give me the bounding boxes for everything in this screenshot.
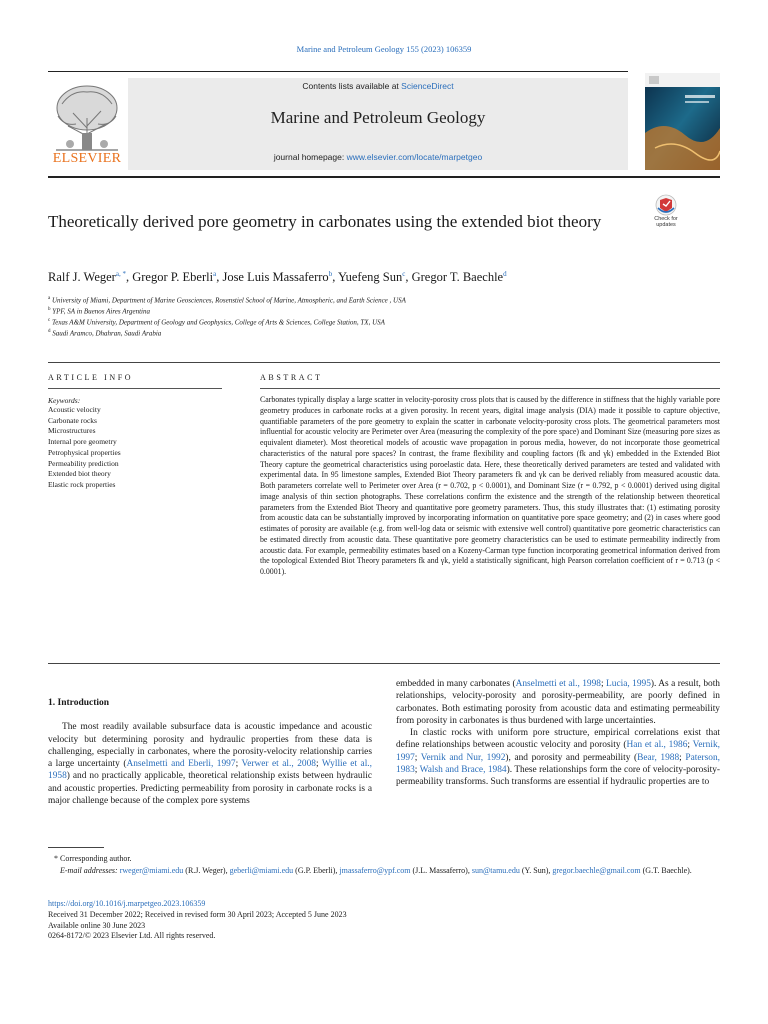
author-name[interactable]: Yuefeng Sun xyxy=(337,270,403,285)
body-column-left xyxy=(48,697,372,807)
author-affiliation-marker[interactable]: d xyxy=(503,270,507,278)
masthead-rule xyxy=(48,176,720,178)
author-separator: , xyxy=(216,270,223,285)
citation-link[interactable]: Walsh and Brace, 1984 xyxy=(419,765,507,776)
journal-reference[interactable]: Marine and Petroleum Geology 155 (2023) 106359 xyxy=(296,44,472,54)
copyright: 0264-8172/© 2023 Elsevier Ltd. All rights reserved. xyxy=(48,931,216,941)
article-title: Theoretically derived pore geometry in carbonates using the extended biot theory xyxy=(48,212,602,231)
citation-link[interactable]: Vernik, 1997 xyxy=(396,740,720,763)
author-name[interactable]: Gregor T. Baechle xyxy=(411,270,504,285)
author-affiliation-marker[interactable]: c xyxy=(402,270,406,278)
author-affiliation-marker[interactable]: a xyxy=(213,270,217,278)
affiliation-b: $^b$ YPF, SA in Buenos Aires Argentina xyxy=(48,307,150,316)
homepage-link[interactable]: www.elsevier.com/locate/marpetgeo xyxy=(346,152,483,162)
affiliation-a: $^a$ University of Miami, Department of Marine Geosciences, Rosenstiel School of Marine, Atmospheric, and Earth Science , USA xyxy=(48,296,406,305)
contents-line: Contents lists available at ScienceDirect xyxy=(302,81,454,91)
email-addresses: E-mail addresses: rweger@miami.edu (R.J. Weger), geberli@miami.edu (G.P. Eberli), jmassaferro@ypf.com (J.L. Massaferro), sun@tamu.edu (Y. Sun), gregor.baechle@gmail.com (G.T. Baechle). xyxy=(60,866,692,875)
received-dates: Received 31 December 2022; Received in revised form 30 April 2023; Accepted 5 June 2023 xyxy=(48,909,347,919)
author-name[interactable]: Ralf J. Weger xyxy=(48,270,116,285)
citation-link[interactable]: Paterson, 1983 xyxy=(396,752,720,776)
citation-link[interactable]: Verwer et al., 2008 xyxy=(241,759,316,770)
sciencedirect-link[interactable]: ScienceDirect xyxy=(401,81,454,91)
homepage-line: journal homepage: www.elsevier.com/locate/marpetgeo xyxy=(273,152,483,162)
email-link[interactable]: sun@tamu.edu xyxy=(471,866,520,875)
affiliation-d: $^d$ Saudi Aramco, Dhahran, Saudi Arabia xyxy=(48,329,162,338)
introduction-heading: 1. Introduction xyxy=(48,698,110,708)
journal-title: Marine and Petroleum Geology xyxy=(270,108,486,127)
keyword: Permeability prediction xyxy=(48,458,119,468)
author-separator: , xyxy=(332,270,338,285)
citation-link[interactable]: Vernik and Nur, 1992 xyxy=(420,752,506,763)
citation-link[interactable]: Han et al., 1986 xyxy=(626,740,688,751)
citation-link[interactable]: Bear, 1988 xyxy=(637,752,680,763)
author-affiliation-marker[interactable]: b xyxy=(328,270,333,278)
author-separator: , xyxy=(125,270,133,285)
author-name[interactable]: Gregor P. Eberli xyxy=(132,270,214,285)
keywords-label: Keywords: xyxy=(48,396,81,405)
email-link[interactable]: gregor.baechle@gmail.com xyxy=(552,866,641,875)
check-updates-label: Check for updates xyxy=(654,216,678,228)
intro-paragraph-2: In clastic rocks with uniform pore structure, empirical correlations exist that define relationships between acoustic velocity and porosity (Han et al., 1986; Vernik, 1997; Vernik and Nur, 1992), and porosity and permeability (Bear, 1988; Paterson, 1983; Walsh and Brace, 1984). These relationships form the core of velocity-porosity-permeability transforms. Such transforms are essential if hydraulic properties are to xyxy=(396,728,721,788)
corresponding-author-note: * Corresponding author. xyxy=(54,854,132,863)
check-for-updates-badge[interactable] xyxy=(644,194,688,240)
intro-paragraph-1-continued: embedded in many carbonates (Anselmetti et al., 1998; Lucia, 1995). As a result, both relationships, velocity-porosity and porosity-permeability, are poorly defined in carbonates. Both estimating porosity from acoustic data and estimating permeability from porosity in carbonates is thus burdened with large uncertainties. xyxy=(396,679,720,726)
citation-link[interactable]: Anselmetti and Eberli, 1997 xyxy=(126,759,236,770)
keyword: Carbonate rocks xyxy=(48,415,97,425)
affiliation-c: $^c$ Texas A&M University, Department of Geology and Geophysics, College of Arts & Sciences, College Station, TX, USA xyxy=(48,318,385,327)
body-column-right xyxy=(396,678,720,789)
check-updates-icon xyxy=(644,194,688,216)
header-rule xyxy=(48,71,628,72)
citation-link[interactable]: Anselmetti et al., 1998 xyxy=(515,679,601,689)
author-separator: , xyxy=(405,270,412,285)
citation-link[interactable]: Lucia, 1995 xyxy=(606,679,651,689)
abstract-text: Carbonates typically display a large scatter in velocity-porosity cross plots that is caused by the difference in stiffness that the highly variable pore geometry produces in carbonate rocks at a given porosity. In recent years, digital image analysis (DIA) made it possible to capture objective, quantifiable parameters of the pore geometry to explain the scatter in carbonate velocity-porosity cross plots. The geometrical parameters most influential for acoustic velocity are Perimeter over Area (measuring the complexity of the pore space) and Dominant Size (measuring pore sizes as equivalent diameter). Most theoretical models of acoustic wave propagation in porous media, however, do not incorporate those geometrical characteristics of the natural pore spaces? In contrast, the frame flexibility and coupling factors (fk and γk) embedded in the Extended Biot Theory capture the geometrical characteristics using poroelastic data. Here, these theoretically derived parameters are tested and validated with experimental data. In 95 limestone samples, Extended Biot Theory parameters fk and γk can be derived reliably from measured acoustic data. Both parameters correlate well to Perimeter over Area (r = 0.702, p < 0.0001), and Dominant Size (r = 0.792, p < 0.0001) derived using digital image analysis of thin section photographs. These correlations confirm the existence and the strength of the relationship between theoretical parameters from the Extended Biot Theory and quantitative pore geometry parameters. Thus, this study illustrates that: (1) estimating porosity from acoustic data can be substantially improved by incorporating information on quantitative pore space geometry; and (2) in cases where good estimates of porosity are available (e.g. from well-log data or seismic with extensive well control) quantitative pore geometric characteristics can be estimated directly from acoustic data. These quantitative pore geometry characteristics can be used to estimate permeability indirectly from acoustic data. For example, permeability estimates based on a Kozeny-Carman type function incorporating geometrical information derived from the topological Extended Biot Theory parameters fk and γk, yield a statistically significant, high Pearson correlation coefficient of r = 0.713 (p < 0.0001). xyxy=(260,395,720,576)
section-rule xyxy=(48,362,720,363)
author-name[interactable]: Jose Luis Massaferro xyxy=(222,270,329,285)
keyword: Extended biot theory xyxy=(48,469,111,479)
abstract-heading: ABSTRACT xyxy=(260,373,323,382)
journal-banner xyxy=(128,78,628,170)
doi-link[interactable]: https://doi.org/10.1016/j.marpetgeo.2023.106359 xyxy=(48,899,206,908)
intro-paragraph-1: The most readily available subsurface data is acoustic impedance and acoustic velocity but determining porosity and hydraulic properties from these data is challenging, especially in carbonates, where the porosity-velocity relationship carries a large uncertainty (Anselmetti and Eberli, 1997; Verwer et al., 2008; Wyllie et al., 1958) and no practically applicable, theoretical relationship exists between hydraulic and acoustic properties. Predicting permeability from porosity in carbonate rocks is a major challenge because of the complex pore systems xyxy=(48,722,372,807)
keyword: Microstructures xyxy=(48,426,96,436)
email-link[interactable]: rweger@miami.edu xyxy=(119,866,184,875)
keyword: Internal pore geometry xyxy=(48,437,117,447)
footnotes xyxy=(48,853,720,877)
keyword: Petrophysical properties xyxy=(48,447,121,457)
author-affiliation-marker[interactable]: a, * xyxy=(115,270,126,278)
keywords-list xyxy=(48,405,228,491)
citation-link[interactable]: Wyllie et al., 1958 xyxy=(48,759,372,782)
article-info-rule xyxy=(48,388,222,389)
footnote-rule xyxy=(48,847,104,848)
keyword: Elastic rock properties xyxy=(48,479,116,489)
elsevier-wordmark: ELSEVIER xyxy=(52,151,122,166)
email-link[interactable]: jmassaferro@ypf.com xyxy=(339,866,411,875)
body-rule xyxy=(48,663,720,664)
keyword: Acoustic velocity xyxy=(48,405,101,414)
email-link[interactable]: geberli@miami.edu xyxy=(229,866,294,875)
abstract-rule xyxy=(260,388,720,389)
available-online: Available online 30 June 2023 xyxy=(48,920,146,930)
journal-cover-image[interactable] xyxy=(645,73,720,170)
article-info-heading: ARTICLE INFO xyxy=(48,373,134,382)
author-list xyxy=(48,270,728,285)
publication-info xyxy=(48,899,720,942)
